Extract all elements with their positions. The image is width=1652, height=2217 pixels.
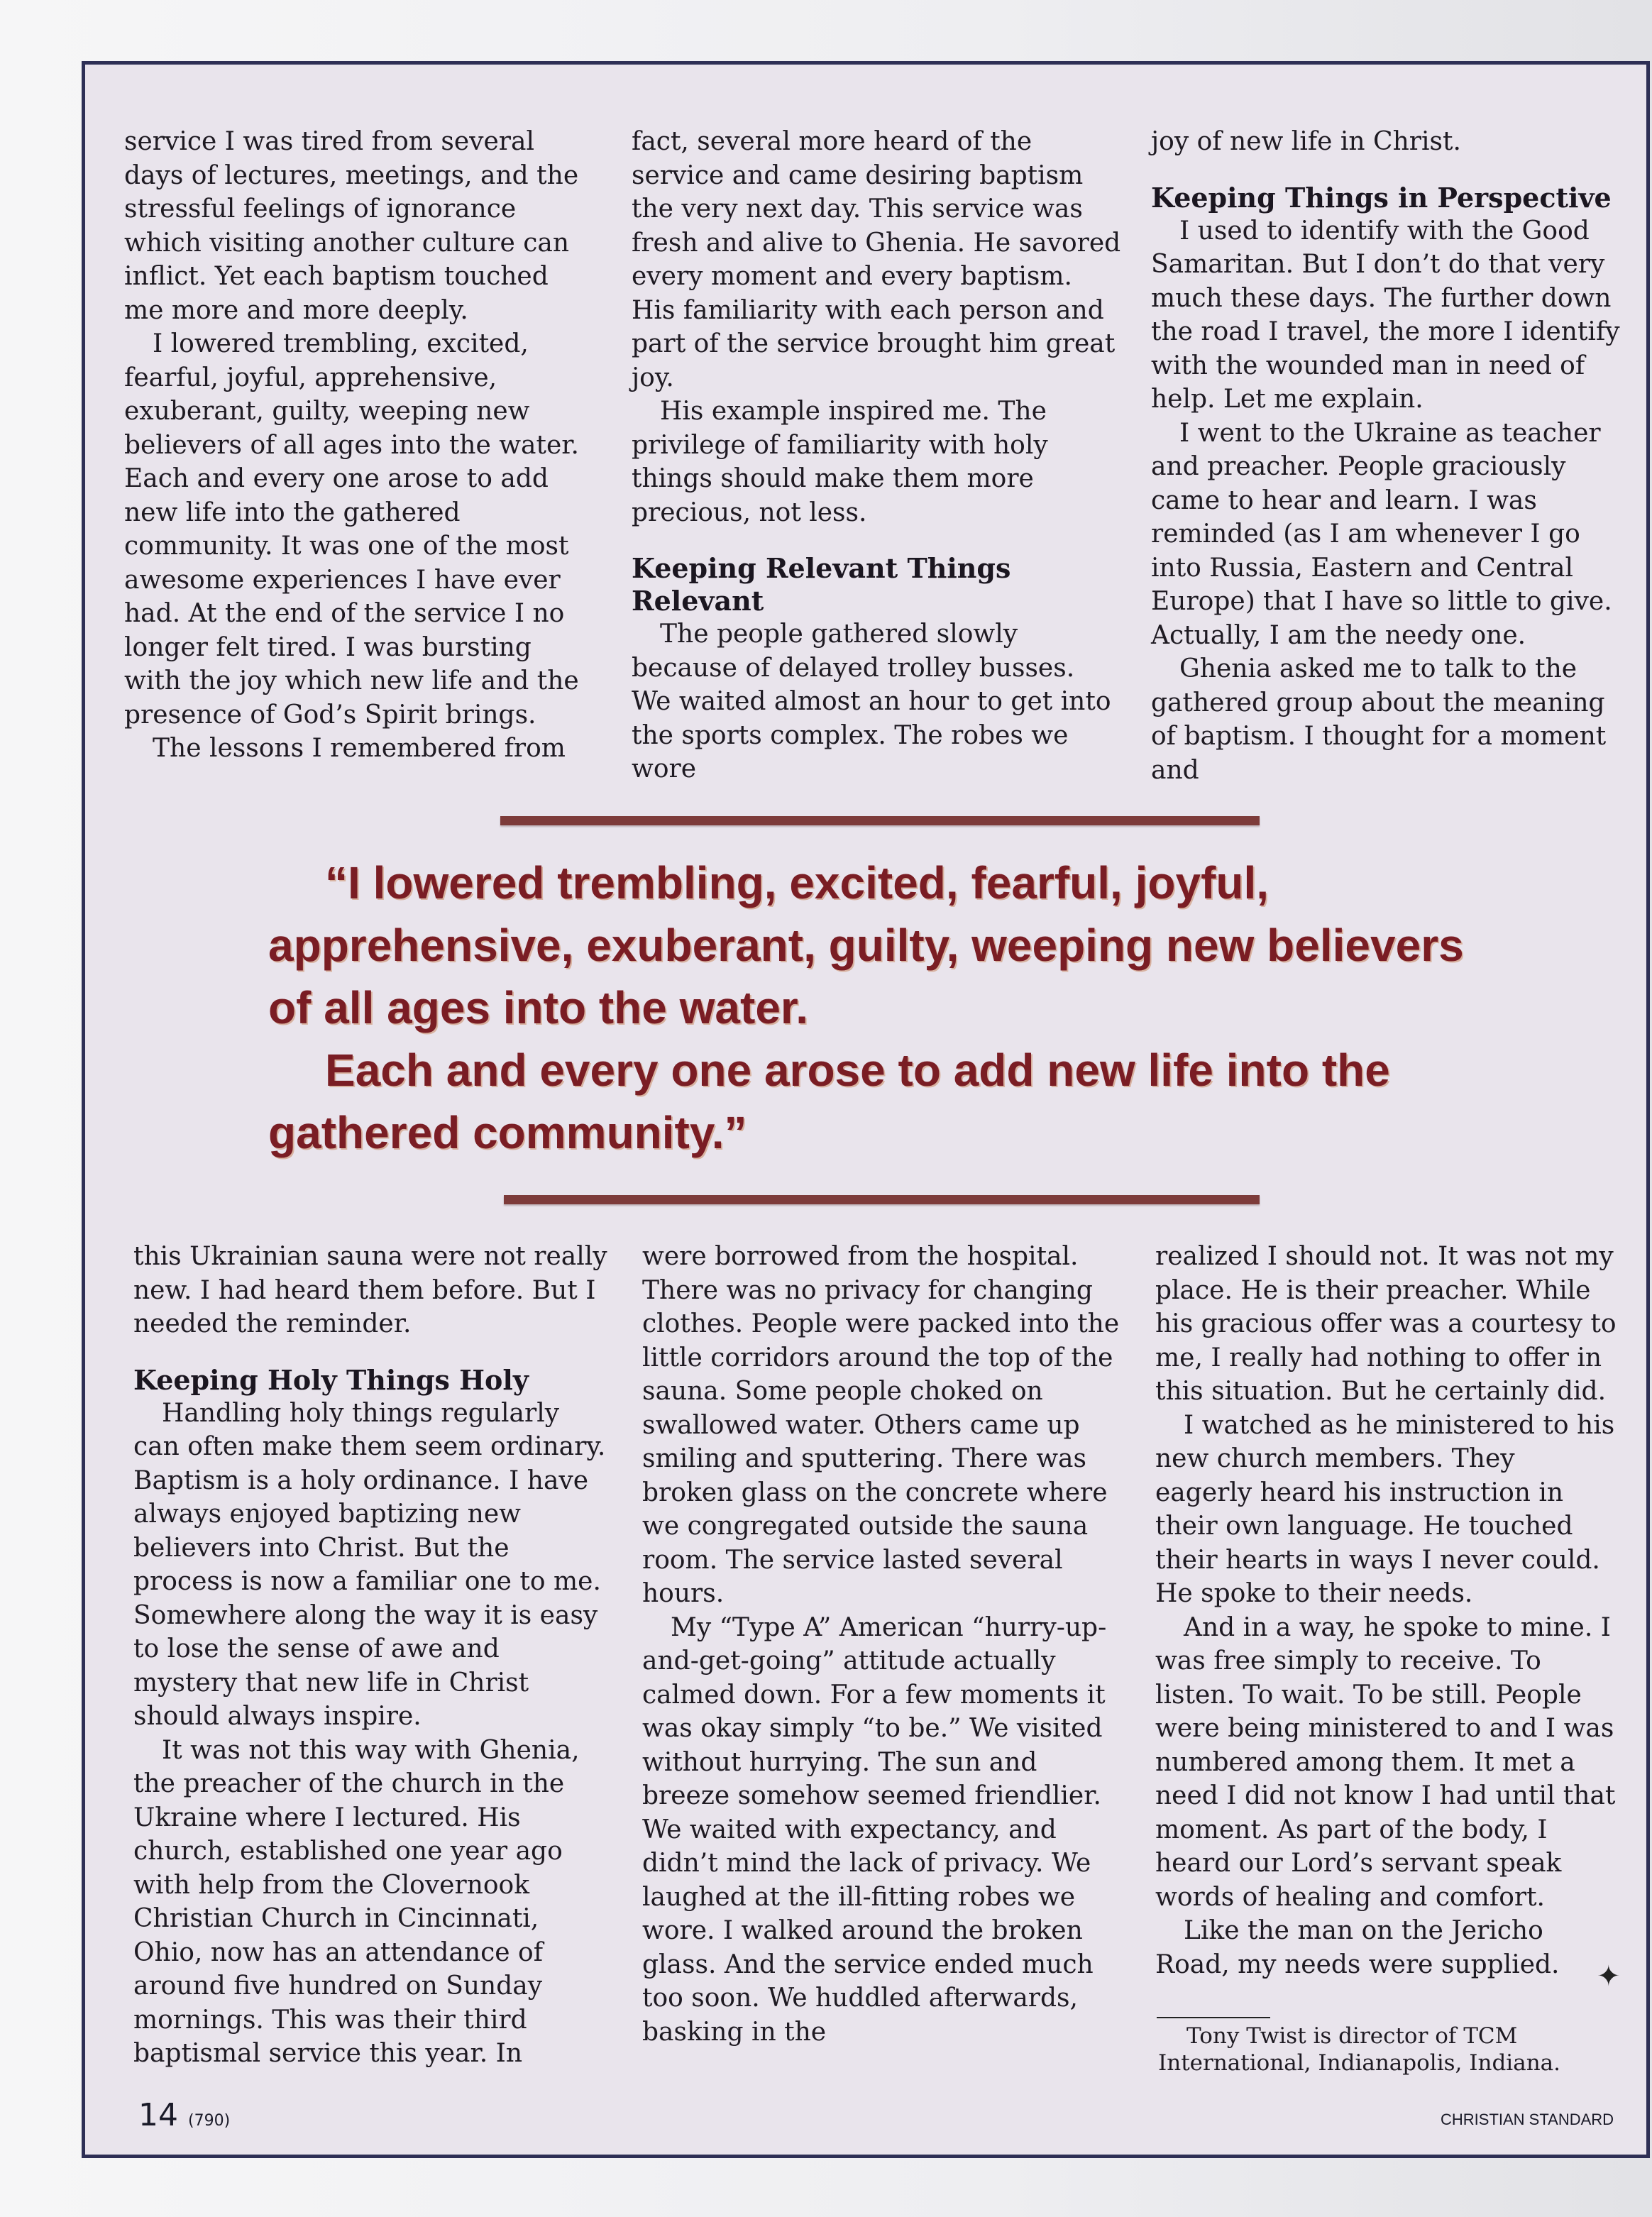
column-2-top [632,125,1121,786]
paragraph: joy of new life in Christ. [1151,127,1461,156]
paragraph: service I was tired from several days of lectures, meetings, and the stressful feelings of ignorance which visiting another culture can inflict. Yet each baptism touched me more and more deeply. [124,127,579,325]
paragraph: I went to the Ukraine as teacher and preacher. People graciously came to hear and learn. I was reminded (as I am whenever I go into Russia, Eastern and Central Europe) that I have so little to give. Actually, I am the needy one. [1151,418,1612,650]
paragraph: I used to identify with the Good Samaritan. But I don’t do that very much these days. The further down the road I travel, the more I identify with the wounded man in need of help. Let me explain. [1151,216,1620,414]
paragraph: I lowered trembling, excited, fearful, joyful, apprehensive, exuberant, guilty, weeping new believers of all ages into the water. Each and every one arose to add new life into the gathered community. It was one of the most awesome experiences I have ever had. At the end of the service I no longer felt tired. I was bursting with the joy which new life and the presence of God’s Spirit brings. [124,329,579,730]
paragraph: And in a way, he spoke to mine. I was free simply to receive. To listen. To wait. To be still. People were being ministered to and I was numbered among them. It met a need I did not know I had until that moment. As part of the body, I heard our Lord’s servant speak words of healing and comfort. [1155,1612,1616,1912]
paragraph: His example inspired me. The privilege of familiarity with holy things should make them more precious, not less. [632,397,1048,527]
paragraph: My “Type A” American “hurry-up-and-get-going” attitude actually calmed down. For a few moments it was okay simply “to be.” We visited without hurrying. The sun and breeze somehow seemed friendlier. We waited with expectancy, and didn’t mind the lack of privacy. We laughed at the ill-fitting robes we wore. I walked around the broken glass. And the service ended much too soon. We huddled afterwards, basking in the [642,1612,1107,2047]
issue-page-number: (790) [188,2112,231,2130]
paragraph: I watched as he ministered to his new church members. They eagerly heard his instruction in their own language. He touched their hearts in ways I never could. He spoke to their needs. [1155,1410,1615,1608]
column-3-top [1151,125,1626,787]
column-1-top [124,125,593,766]
column-1-bottom [133,1240,609,2071]
spacer [1151,159,1626,182]
author-note-text: Tony Twist is director of TCM International, Indianapolis, Indiana. [1158,2023,1560,2076]
end-mark-icon: ✦ [1597,1960,1621,1993]
spacer [133,1341,609,1364]
pullquote-line: “I lowered trembling, excited, fearful, joyful, apprehensive, exuberant, guilty, weeping new believers of all ages into the water. [268,857,1464,1033]
author-note [1158,2023,1598,2076]
page-number [138,2097,230,2133]
pullquote-top-rule [500,816,1260,825]
magazine-name: CHRISTIAN STANDARD [1441,2111,1614,2128]
paragraph: were borrowed from the hospital. There was no privacy for changing clothes. People were packed into the little corridors around the top of the sauna. Some people choked on swallowed water. Others came up smiling and sputtering. There was broken glass on the concrete where we congregated outside the sauna room. The service lasted several hours. [642,1242,1120,1608]
paragraph: It was not this way with Ghenia, the preacher of the church in the Ukraine where I lectured. His church, established one year ago with help from the Clovernook Christian Church in Cincinnati, Ohio, now has an attendance of around five hundred on Sunday mornings. This was their third baptismal service this year. In [133,1735,580,2068]
pullquote-line: Each and every one arose to add new life into the gathered community.” [268,1045,1390,1158]
section-heading: Keeping Holy Things Holy [133,1363,529,1396]
section-heading: Keeping Things in Perspective [1151,181,1612,214]
column-3-bottom [1155,1240,1617,1981]
paragraph: The lessons I remembered from [153,734,566,763]
column-2-bottom [642,1240,1125,2049]
section-heading: Keeping Relevant Things Relevant [632,552,1011,617]
spacer [632,529,1121,552]
paragraph: The people gathered slowly because of delayed trolley busses. We waited almost an hour to get into the sports complex. The robes we wore [632,620,1111,783]
paragraph: Ghenia asked me to talk to the gathered group about the meaning of baptism. I thought for a moment and [1151,654,1607,785]
paragraph: realized I should not. It was not my place. He is their preacher. While his gracious offer was a courtesy to me, I really had nothing to offer in this situation. But he certainly did. [1155,1242,1617,1406]
paragraph: Handling holy things regularly can often make them seem ordinary. Baptism is a holy ordinance. I have always enjoyed baptizing new believers into Christ. But the process is now a familiar one to me. Somewhere along the way it is easy to lose the sense of awe and mystery that new life in Christ should always inspire. [133,1398,606,1731]
paragraph: this Ukrainian sauna were not really new. I had heard them before. But I needed the reminder. [133,1242,607,1338]
author-note-rule [1157,2017,1270,2018]
paragraph: Like the man on the Jericho Road, my needs were supplied. [1155,1916,1560,1979]
page-number-value: 14 [138,2097,178,2133]
pullquote [268,852,1517,1164]
paragraph: fact, several more heard of the service and came desiring baptism the very next day. This service was fresh and alive to Ghenia. He savored every moment and every baptism. His familiarity with each person and part of the service brought him great joy. [632,127,1121,392]
pullquote-bottom-rule [504,1195,1260,1204]
